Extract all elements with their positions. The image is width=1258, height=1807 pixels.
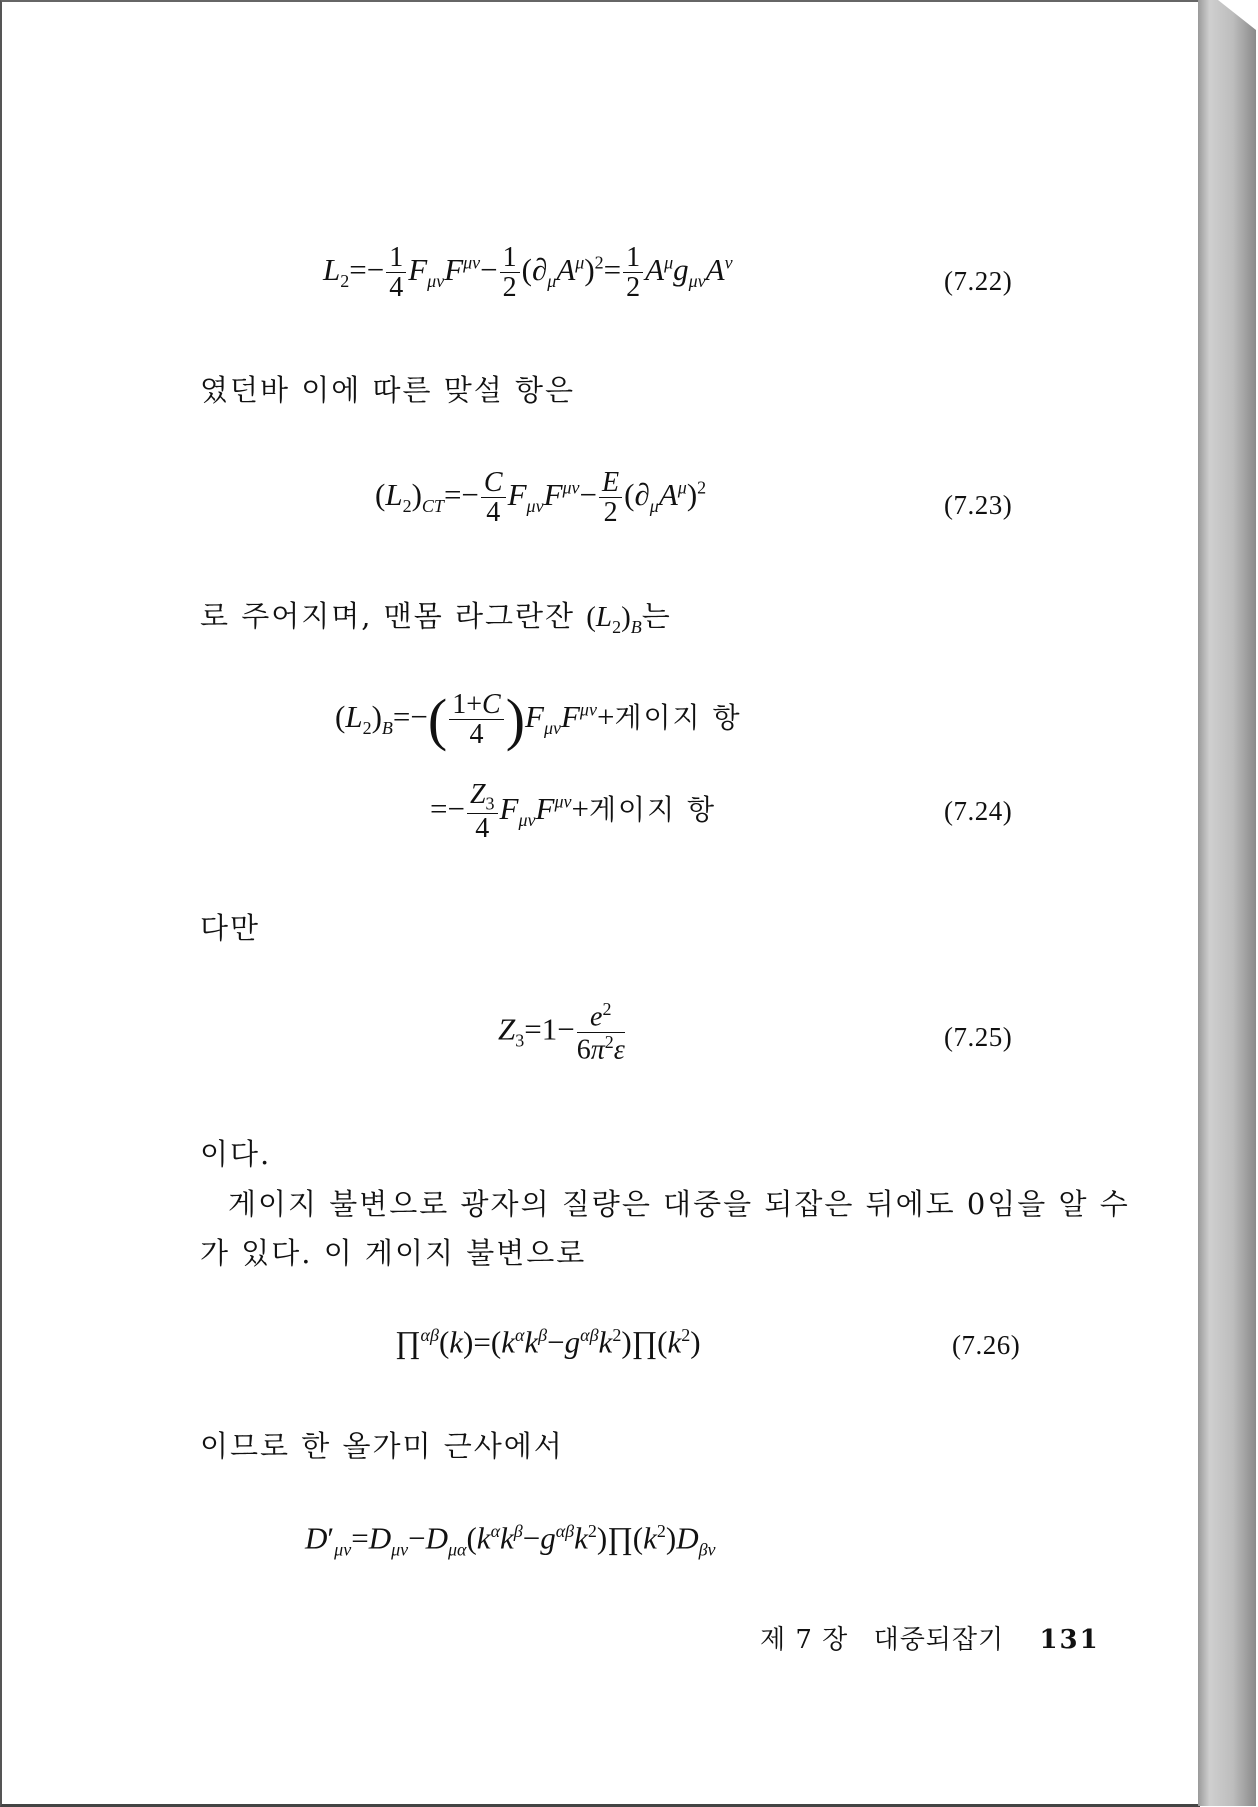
paragraph-text: 이므로 한 올가미 근사에서 <box>200 1429 564 1463</box>
paragraph-text: 게이지 불변으로 광자의 질량은 대중을 되잡은 뒤에도 0임을 알 수 <box>228 1187 1130 1221</box>
equation-7-23: $(L_2)_{CT}=-$ $\frac{C}{4}$ $F_{\mu\nu}F^{\mu\nu}-$ $\frac{E}{2}$ $(\partial_\mu A^\mu)^2$ <box>375 467 707 529</box>
paragraph-text <box>200 594 672 638</box>
paragraph-text: 이다. <box>200 1137 272 1171</box>
equation-number: (7.25) <box>944 1022 1013 1052</box>
equation-number: (7.24) <box>944 796 1013 826</box>
chapter-label: 제 7 장 <box>760 1625 849 1655</box>
equation-7-26: $\prod^{\alpha\beta}(k)=(k^\alpha k^\beta-g^{\alpha\beta}k^2)\prod(k^2)$ <box>395 1324 701 1360</box>
equation-7-22: $L_2=-$ $\frac{1}{4}$ $F_{\mu\nu}F^{\mu\nu}-$ $\frac{1}{2}$ $(\partial_\mu A^\mu)^2=$ $\frac{1}{2}$ $A^\mu g_{\mu\nu}A^\nu$ <box>323 242 733 304</box>
equation-7-24-line-2: =− $\frac{Z_3}{4}$ $F_{\mu\nu}F^{\mu\nu}+$게이지 항 <box>430 779 717 845</box>
page-edge-shadow <box>1198 0 1256 1806</box>
paragraph-prefix: 로 주어지며, 맨몸 라그란잔 <box>200 599 576 633</box>
chapter-title: 대중되잡기 <box>873 1625 1005 1655</box>
equation-7-24-line-1: $(L_2)_B=-$( $\frac{1+C}{4}$ )$F_{\mu\nu}F^{\mu\nu}+$게이지 항 <box>335 686 742 752</box>
equation-7-25: $Z_3=1-$ $\frac{e^2}{6\pi^2\varepsilon}$ <box>498 999 625 1066</box>
paragraph-text: 가 있다. 이 게이지 불변으로 <box>200 1236 587 1270</box>
equation-number: (7.22) <box>944 266 1013 296</box>
paragraph-text: 다만 <box>200 911 261 945</box>
equation-number: (7.23) <box>944 490 1013 520</box>
equation-propagator: $D'_{\mu\nu}=D_{\mu\nu}-D_{\mu\alpha}(k^\alpha k^\beta-g^{\alpha\beta}k^2)\prod(k^2)D_{\beta\nu}$ <box>305 1520 716 1560</box>
page-footer <box>760 1619 1100 1656</box>
gauge-term: 게이지 항 <box>614 701 742 734</box>
page-number: 131 <box>1039 1625 1100 1655</box>
inline-math: $(L_2)_B$ <box>586 601 642 637</box>
gauge-term: 게이지 항 <box>588 793 717 827</box>
paragraph-suffix: 는 <box>641 599 672 633</box>
paragraph-text: 였던바 이에 따른 맞설 항은 <box>200 373 576 407</box>
equation-number: (7.26) <box>952 1330 1021 1360</box>
